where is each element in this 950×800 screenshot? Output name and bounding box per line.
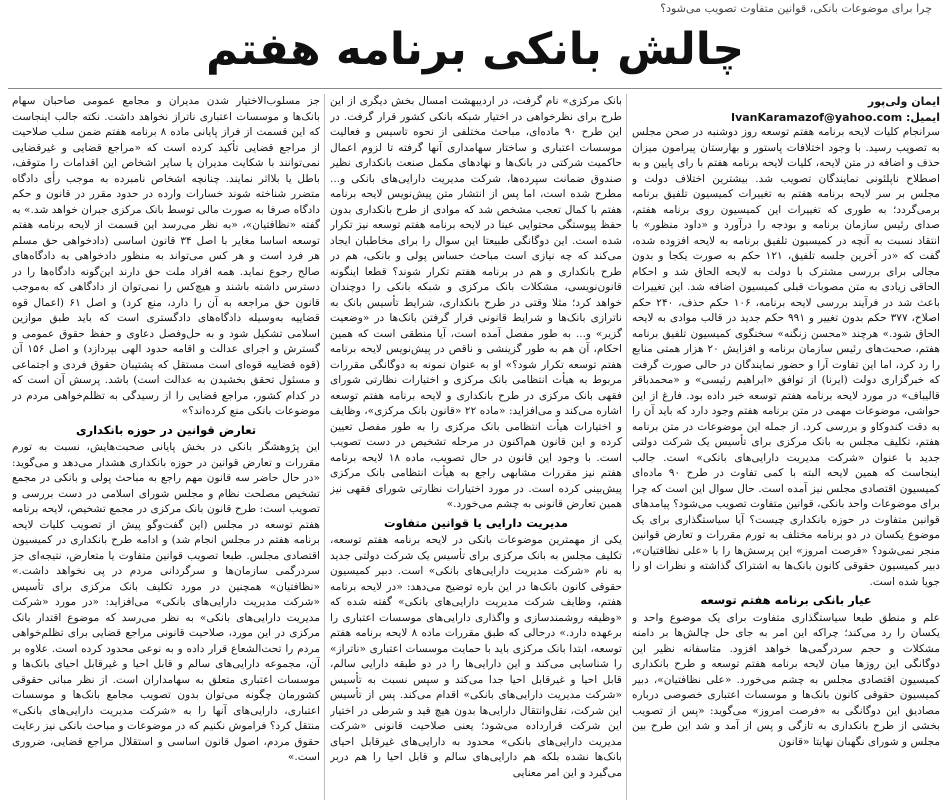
paragraph: جز مسلوب‌الاختیار شدن مدیران و مجامع عمومی صاحبان سهام بانک‌ها و موسسات اعتباری ناتراز نخواهد داشت. نکته جالب اینجاست که این قسمت از فراز پایانی ماده ۸ برنامه هفتم ضمن سلب صلاحیت از مراجع قضایی تأکید کرده است که «مراجع قضایی و غیرقضایی نمی‌توانند با شکایت مدیران یا سایر اشخاص این اقدامات را متوقف، باطل یا بلااثر نمایند. چنانچه اشخاص نامبرده به موجب رأی دادگاه متضرر شناخته شوند خسارات وارده در حدود مقرر در قانون و حکم دادگاه صرفا به صورت مالی توسط بانک مرکزی جبران خواهد شد.» به گفته «نظافتیان»، «به نظر می‌رسد این قسمت از لایحه برنامه هفتم توسعه اساسا مغایر با اصل ۳۴ قانون اساسی (دادخواهی حق مسلم هر فرد است و هر کس می‌تواند به منظور دادخواهی به دادگاه‌های صالح رجوع نماید. همه افراد ملت حق دارند این‌گونه دادگاه‌ها را در دسترس داشته باشند و هیچ‌کس را نمی‌توان از دادگاهی که به‌موجب قانون حق مراجعه به آن را دارد، منع کرد) و اصل ۶۱ (اعمال قوه قضاییه به‌وسیله دادگاه‌های دادگستری است که باید طبق موازین اسلامی تشکیل شود و به حل‌وفصل دعاوی و حفظ حقوق عمومی و گسترش و اجرای عدالت و اقامه حدود الهی بپردازد) و اصل ۱۵۶ آن (قوه قضاییه قوه‌ای است مستقل که پشتیبان حقوق فردی و اجتماعی و مسئول تحقق بخشیدن به عدالت است) باشد. پرسش آن است که در کدام کشور، مراجع قضایی را از رسیدگی به تظلم‌خواهی مردم در موضوعات بانکی منع کرده‌اند؟» xyxy=(12,95,320,417)
article-columns xyxy=(8,94,940,800)
subheading: عیار بانکی برنامه هفتم توسعه xyxy=(700,593,872,607)
headline: چالش بانکی برنامه هفتم xyxy=(205,24,745,75)
paragraph: بانک مرکزی» نام گرفت، در اردیبهشت امسال بخش دیگری از این طرح برای نظرخواهی در اختیار شبکه بانکی کشور قرار گرفت. در این طرح ۹۰ ماده‌ای، مباحث مختلفی از نحوه تاسیس و فعالیت موسسات اعتباری و ساختار سهامداری آنها گرفته تا لزوم اعمال حاکمیت شرکتی در بانک‌ها و نهادهای مکمل صنعت بانکداری نظیر صندوق ضمانت سپرده‌ها، شرکت مدیریت دارایی‌های بانکی و... مطرح شده است، اما پس از انتشار متن پیش‌نویس لایحه برنامه هفتم با کمال تعجب مشخص شد که موادی از طرح بانکداری بدون حفظ پیوستگی محتوایی عینا در لایحه برنامه هفتم توسعه نیز تکرار شده است. این دوگانگی طبیعتا این سوال را برای مخاطبان ایجاد می‌کند که چه نیازی است مباحث حساس پولی و بانکی، هم در طرح بانکداری و هم در برنامه هفتم تکرار شوند؟ قطعا اینگونه قانون‌نویسی، مشکلات بانک مرکزی و شبکه بانکی را دوچندان خواهد کرد؛ مثلا وقتی در طرح بانکداری، شرایط تأسیس بانک به ناترازی بانک‌ها و شرایط قانونی قرار گرفتن بانک‌ها در «وضعیت گزیر» و... به طور مفصل آمده است، آیا منطقی است که همین احکام، آن هم به طور گزینشی و ناقص در پیش‌نویس لایحه برنامه هفتم توسعه تکرار شود؟» او به عنوان نمونه به دوگانگی مقررات مربوط به هیأت انتظامی بانک مرکزی و اختیارات نظارتی شورای فقهی بانک مرکزی در طرح بانکداری و لایحه برنامه هفتم توسعه اشاره می‌کند و می‌افزاید: «ماده ۲۲ «قانون بانک مرکزی»، وظایف و اختیارات هیأت انتظامی بانک مرکزی را به طور مفصل تعیین کرده و این قانون هم‌اکنون در مرحله تشخیص در دست تصویب است. با وجود این قانون در حال تصویب، ماده ۱۸ لایحه برنامه هفتم نیز مقررات مشابهی راجع به هیأت انتظامی بانک مرکزی پیش‌بینی کرده است. در مورد اختیارات نظارتی شورای فقهی نیز همین تعارض قانونی به چشم می‌خورد.» xyxy=(330,95,622,510)
paragraph: سرانجام کلیات لایحه برنامه هفتم توسعه روز دوشنبه در صحن مجلس به تصویب رسید. با وجود اختلافات پاستور و بهارستان پیرامون میزان حذف و اضافه در متن لایحه، کلیات لایحه برنامه هفتم با رای پایین و به اصطلاح ناپلئونی نمایندگان تصویب شد. بیشترین اختلاف دولت و مجلس بر سر لایحه برنامه هفتم به تغییرات کمیسیون تلفیق برنامه برمی‌گردد؛ به طوری که تغییرات این کمیسیون روی برنامه هفتم، صدای رئیس سازمان برنامه و بودجه را درآورد و «داود منظور» با انتقاد نسبت به آنچه در کمیسیون تلفیق برنامه به لایحه افزوده شده، گفت که «در آخرین جلسه تلفیق، ۱۲۱ حکم به صورت یکجا و بدون مجالی برای بررسی مشترک با دولت به لایحه الحاق شد و احکام الحاقی زیادی به متن مصوبات قبلی کمیسیون اضافه شد. این تغییرات باعث شد در فرآیند بررسی لایحه برنامه، ۱۰۶ حکم حذف، ۲۴۰ حکم اصلاح، ۳۷۷ حکم بدون تغییر و ۹۹۱ حکم جدید در قالب موادی به لایحه الحاق شود.» هرچند «محسن زنگنه» سخنگوی کمیسیون تلفیق برنامه هفتم، صحبت‌های رئیس سازمان برنامه و افزایش ۲۰ هزار همتی منابع را رد کرد، اما این تفاوت آرا و حضور نمایندگان در حالی صورت گرفت که خبرگزاری دولت (ایرنا) از توافق «ابراهیم رئیسی» و «محمدباقر قالیباف» در مورد لایحه برنامه هفتم توسعه خبر داده بود. فارغ از این حواشی، موضوعات مهمی در متن برنامه هفتم وجود دارد که باید آن را به دقت کندوکاو و بررسی کرد. از جمله این موضوعات در متن برنامه هفتم، تکلیف مجلس به بانک مرکزی برای تأسیس یک شرکت دولتی جدید با عنوان «شرکت مدیریت دارایی‌های بانکی» است. جالب اینجاست که همین لایحه البته با کمی تفاوت در طرح ۹۰ ماده‌ای کمیسیون اقتصادی مجلس نیز آمده است. حال سوال این است که چرا برای موضوعات واحد بانکی، قوانین متفاوت تصویب می‌شود؟ پیامدهای قوانین متفاوت در حوزه بانکداری چیست؟ آیا سیاستگذاری برای یک موضوع یکسان در دو برنامه مختلف به تورم مقررات و تعارض قوانین منجر نمی‌شود؟ «فرصت امروز» این پرسش‌ها را با «علی نظافتیان»، دبیر کمیسیون حقوقی کانون بانک‌ها به اشتراک گذاشته و نظرات او را جویا شده است. xyxy=(632,126,940,588)
column-divider xyxy=(324,94,325,800)
author-email: ایمیل: IvanKaramazof@yahoo.com xyxy=(730,110,940,124)
headline-rule xyxy=(8,88,942,89)
column-divider xyxy=(626,94,627,800)
paragraph: این پژوهشگر بانکی در بخش پایانی صحبت‌هایش، نسبت به تورم مقررات و تعارض قوانین در حوزه بانکداری هشدار می‌دهد و می‌گوید: «در حال حاضر سه قانون مهم راجع به مباحث پولی و بانکی در مجمع تشخیص مصلحت نظام و مجلس شورای اسلامی در دست بررسی و تصویب است: طرح قانون بانک مرکزی در مجمع تشخیص، لایحه برنامه هفتم توسعه در مجلس (این گفت‌وگو پیش از تصویب کلیات لایحه برنامه هفتم در مجلس انجام شد) و ادامه طرح بانکداری در کمیسیون اقتصادی مجلس. طبعا تصویب قوانین متفاوت یا متعارض، نتیجه‌ای جز سردرگمی سازمان‌ها و سرگردانی مردم در پی نخواهد داشت.» «نظافتیان» همچنین در مورد تکلیف بانک مرکزی برای تأسیس «شرکت مدیریت دارایی‌های بانکی» می‌افزاید: «در مورد «شرکت مدیریت دارایی‌های بانکی» به نظر می‌رسد که موضوع اقتدار بانک مرکزی در این مورد، صلاحیت قانونی مراجع قضایی برای تظلم‌خواهی مردم را تحت‌الشعاع قرار داده و به نوعی محدود کرده است. علاوه بر آن، مجموعه دارایی‌های سالم و قابل احیا و غیرقابل احیای بانک‌ها و موسسات اعتباری متعلق به سهامداران است. از نظر مبانی حقوقی کشورمان چگونه می‌توان بدون تصویب مجامع بانک‌ها و موسسات اعتباری، دارایی‌های آنها را به «شرکت مدیریت دارایی‌های بانکی» منتقل کرد؟ فراموش نکنیم که در موضوعات و مباحث بانکی نیز رعایت حقوق مردم، اصول قانون اساسی و استقلال مراجع قضایی، ضروری است.» xyxy=(12,441,320,763)
paragraph: یکی از مهمترین موضوعات بانکی در لایحه برنامه هفتم توسعه، تکلیف مجلس به بانک مرکزی برای تأسیس یک شرکت دولتی جدید به نام «شرکت مدیریت دارایی‌های بانکی» است. دبیر کمیسیون حقوقی کانون بانک‌ها در این باره توضیح می‌دهد: «در لایحه برنامه هفتم، وظایف شرکت مدیریت دارایی‌های بانکی» گفته شده که «وظیفه روشمندسازی و واگذاری دارایی‌های موسسات اعتباری را برعهده دارد.» درحالی که طبق مقررات ماده ۸ لایحه برنامه هفتم توسعه، ابتدا بانک مرکزی باید با حمایت موسسات اعتباری «ناتراز» را شناسایی می‌کند و این دارایی‌ها را در دو طبقه دارایی سالم، قابل احیا و غیرقابل احیا جدا می‌کند و سپس نسبت به تأسیس «شرکت مدیریت دارایی‌های بانکی» اقدام می‌کند. پس از تأسیس این شرکت، نقل‌وانتقال دارایی‌ها بدون هیچ قید و شرطی در اختیار این شرکت قرارداده می‌شود؛ یعنی صلاحیت قانونی «شرکت مدیریت دارایی‌های بانکی» محدود به دارایی‌های غیرقابل احیای بانک‌ها نشده بلکه هم دارایی‌های سالم و قابل احیا را هم دربر می‌گیرد و این امر معنایی xyxy=(330,534,622,779)
column-1 xyxy=(632,94,940,800)
author-name: ایمان ولی‌پور xyxy=(867,95,940,108)
kicker: چرا برای موضوعات بانکی، قوانین متفاوت تصویب می‌شود؟ xyxy=(660,2,932,15)
subheading: تعارض قوانین در حوزه بانکداری xyxy=(75,422,257,437)
subheading: مدیریت دارایی یا قوانین متفاوت xyxy=(384,515,568,530)
column-3 xyxy=(12,94,320,800)
column-2 xyxy=(330,94,622,800)
paragraph: علم و منطق طبعا سیاستگذاری متفاوت برای یک موضوع واحد و یکسان را رد می‌کند؛ چراکه این امر به جای حل چالش‌ها بر دامنه مشکلات و حجم سردرگمی‌ها خواهد افزود. متاسفانه نظیر این دوگانگی این روزها میان لایحه برنامه هفتم توسعه و طرح بانکداری کمیسیون اقتصادی مجلس به چشم می‌خورد. «علی نظافتیان»، دبیر کمیسیون حقوقی کانون بانک‌ها و موسسات اعتباری خصوصی درباره مصادیق این دوگانگی به «فرصت امروز» می‌گوید: «پس از تصویب بخشی از طرح بانکداری به تازگی و پس از آمد و شد این طرح بین مجلس و شورای نگهبان نهایتا «قانون xyxy=(632,611,940,748)
